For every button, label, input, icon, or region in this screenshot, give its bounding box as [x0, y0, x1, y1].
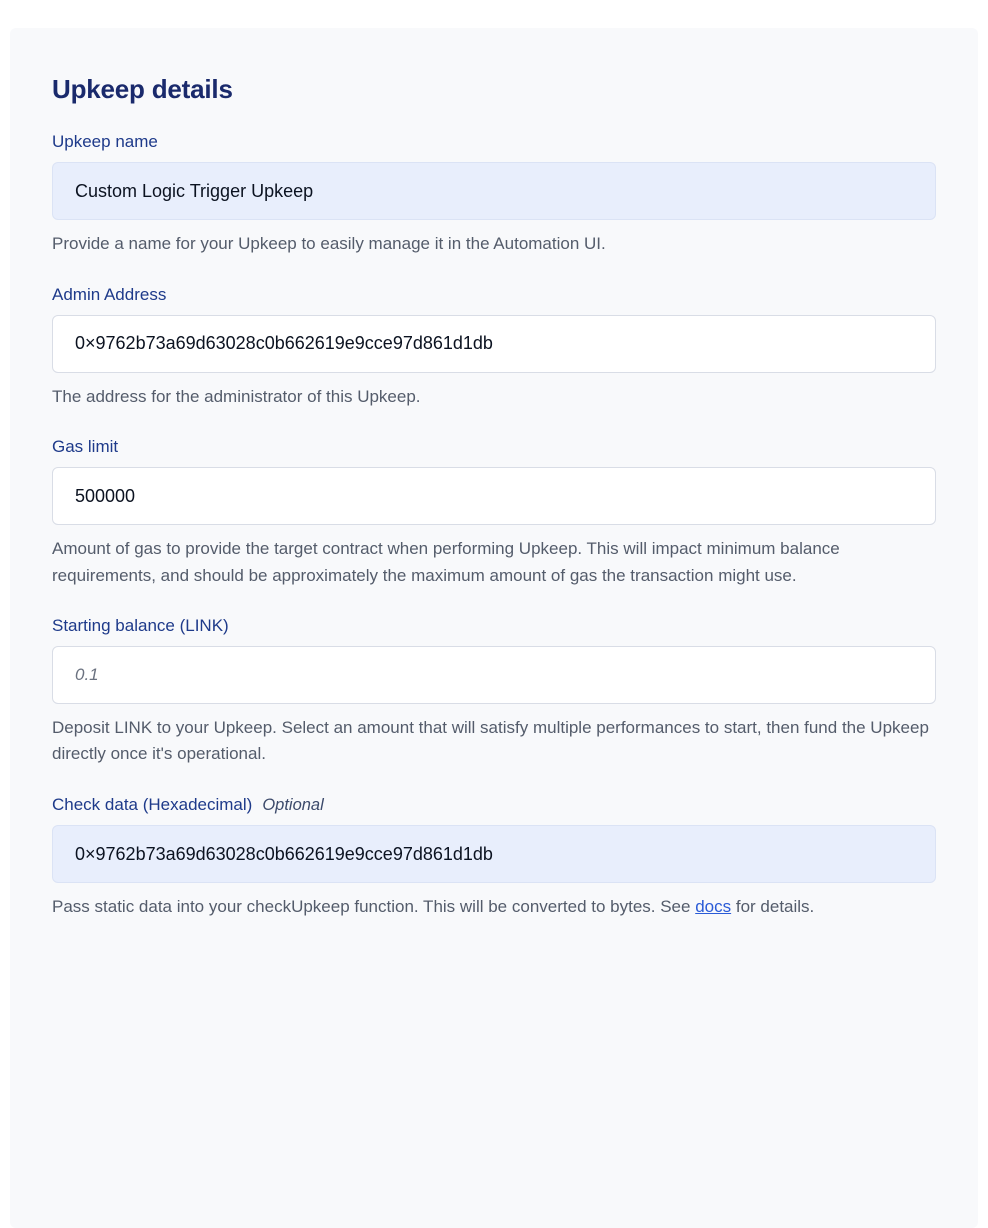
- starting-balance-input[interactable]: 0.1: [52, 646, 936, 704]
- upkeep-name-input[interactable]: Custom Logic Trigger Upkeep: [52, 162, 936, 220]
- starting-balance-helper: Deposit LINK to your Upkeep. Select an amount that will satisfy multiple performances to start, then fund the Upkeep directly once it's operational.: [52, 717, 929, 764]
- upkeep-name-label: Upkeep name: [52, 132, 158, 152]
- check-data-helper-after: for details.: [731, 897, 815, 917]
- admin-address-input[interactable]: 0×9762b73a69d63028c0b662619e9cce97d861d1db: [52, 315, 936, 373]
- gas-limit-input[interactable]: 500000: [52, 467, 936, 525]
- check-data-label: [52, 794, 936, 816]
- field-upkeep-name: [52, 131, 936, 257]
- field-admin-address: [52, 284, 936, 410]
- check-data-helper-before: Pass static data into your checkUpkeep function. This will be converted to bytes. See: [52, 897, 696, 917]
- check-data-input[interactable]: 0×9762b73a69d63028c0b662619e9cce97d861d1db: [52, 825, 936, 883]
- upkeep-details-panel: [10, 28, 978, 1228]
- starting-balance-label: Starting balance (LINK): [52, 615, 229, 635]
- field-starting-balance: [52, 615, 936, 768]
- gas-limit-label: Gas limit: [52, 437, 119, 457]
- check-data-optional-tag: Optional: [262, 795, 324, 814]
- gas-limit-helper: Amount of gas to provide the target contract when performing Upkeep. This will impact minimum balance requirements, and should be approximately the maximum amount of gas the transaction might use.: [52, 539, 840, 585]
- check-data-label-text: Check data (Hexadecimal): [52, 794, 253, 814]
- upkeep-name-helper: Provide a name for your Upkeep to easily manage it in the Automation UI.: [52, 234, 606, 254]
- admin-address-label: Admin Address: [52, 284, 167, 304]
- page-title: Upkeep details: [52, 74, 233, 104]
- field-gas-limit: [52, 436, 936, 589]
- field-check-data: [52, 794, 936, 921]
- docs-link[interactable]: docs: [695, 897, 732, 917]
- check-data-helper: [52, 894, 932, 920]
- admin-address-helper: The address for the administrator of this Upkeep.: [52, 386, 421, 406]
